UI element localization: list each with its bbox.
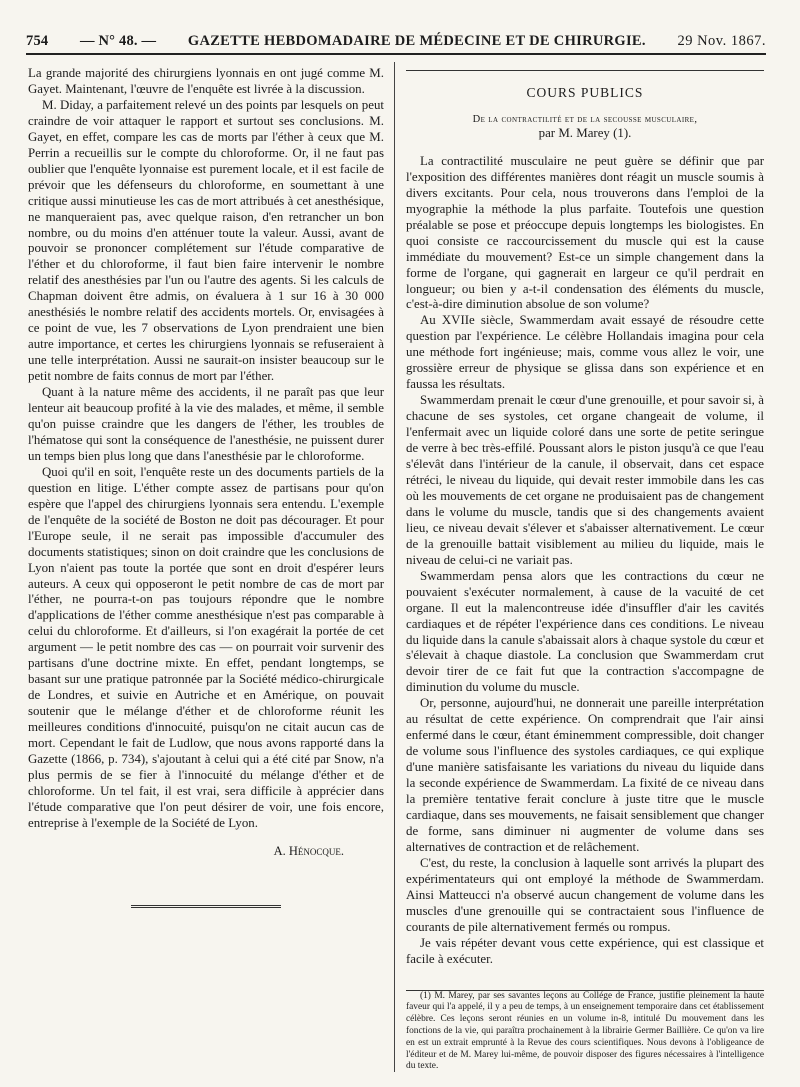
- right-paragraph: C'est, du reste, la conclusion à laquelle sont arrivés la plupart des expérimentateurs qui ont employé la méthode de Swammerdam. Ainsi Matteucci n'a observé aucun changement de volume dans les muscles d'une grenouille qui se contractaient sous l'influence de courants de pile alternativement fermés ou rompus.: [406, 855, 764, 934]
- page-header: [26, 30, 766, 52]
- left-paragraph: Quant à la nature même des accidents, il ne paraît pas que leur lenteur ait beaucoup profité à la vie des malades, et même, il semble qu'on puisse craindre que les dangers de l'éther, les troubles de l'hématose qui sont la conséquence de l'anesthésie, ne puissent durer un temps bien plus long que dans l'anesthésie par le chloroforme.: [28, 385, 384, 463]
- right-paragraph: Or, personne, aujourd'hui, ne donnerait une pareille interprétation au résultat de cette expérience. On comprendrait que l'air ainsi enfermé dans le cœur, étant éminemment compressible, doit changer de volume sous l'influence des systoles cardiaques, ce qui explique d'une manière satisfaisante les variations du niveau du liquide dans la seconde expérience de Swammerdam. La fixité de ce niveau dans la première tentative ferait conclure à juste titre que le muscle cardiaque, dans ses mouvements, ne faisait sensiblement que changer de forme, sans diminuer ni augmenter de volume dans ses alternatives de contraction et de relâchement.: [406, 696, 764, 854]
- right-paragraph: Swammerdam pensa alors que les contractions du cœur ne pouvaient s'exécuter normalement, à cause de la vacuité de cet organe. Il eut la malencontreuse idée d'insuffler d'air les cavités cardiaques et de répéter l'expérience dans ces conditions. Le niveau du liquide dans la canule s'abaissait alors à chaque systole du cœur et s'élevait à chaque diastole. La conclusion que Swammerdam crut devoir tirer de ce fait fut que la contraction s'accompagne de diminution du volume du muscle.: [406, 568, 764, 695]
- issue-date: 29 Nov. 1867.: [677, 32, 766, 49]
- author-signature: A. Hénocque.: [273, 843, 344, 858]
- issue-number: — N° 48. —: [79, 32, 157, 49]
- right-paragraph: La contractilité musculaire ne peut guère se définir que par l'exposition des différentes manières dont réagit un muscle soumis à divers excitants. Pour cela, nous trouverons dans l'emploi de la myographie la méthode la plus parfaite. Toutefois une question préalable se pose et préoccupe depuis longtemps les biologistes. En quoi consiste ce raccourcissement du muscle qui est la cause immédiate du mouvement? Est-ce un simple changement dans la forme de l'organe, qui gagnerait en largeur ce qu'il perdrait en longueur; ou bien y a-t-il condensation des éléments du muscle, c'est-à-dire diminution absolue de son volume?: [406, 153, 764, 312]
- section-title: COURS PUBLICS: [526, 85, 644, 100]
- right-column: [406, 66, 764, 1073]
- right-paragraph: Swammerdam prenait le cœur d'une grenouille, et pour savoir si, à chacune de ses systoles, cet organe changeait de volume, il l'enfermait avec un liquide coloré dans une sorte de petite seringue de verre à bec très-effilé. Poussant alors le piston jusqu'à ce que l'eau s'élevât dans l'intérieur de la canule, il observait, dans cet espace rétréci, le niveau du liquide, qui devait rester immobile dans les cas où les mouvements de cet organe ne produisaient pas de changement dans le volume du muscle, tandis que si des changements avaient lieu, ce niveau devait s'élever et s'abaisser alternativement. Le cœur de la grenouille battait visiblement au milieu du liquide, mais le niveau de celui-ci ne variait pas.: [406, 393, 764, 567]
- journal-title: GAZETTE HEBDOMADAIRE DE MÉDECINE ET DE CHIRURGIE.: [187, 32, 646, 49]
- left-paragraph: M. Diday, a parfaitement relevé un des points par lesquels on peut craindre de voir attaquer le rapport et surtout ses conclusions. M. Gayet, en effet, compare les cas de morts par l'éther à ceux que M. Perrin a recueillis sur le compte du chloroforme. Or, il ne faut pas oublier que l'enquête lyonnaise est purement locale, et il est facile de prévoir que les défenseurs du chloroforme, en soumettant à une critique aussi minutieuse les cas de mort attribués à cet anesthésique, ne manqueraient pas, avec quelque raison, d'en retrancher un bon nombre, ou du moins d'en atténuer toute la valeur. Aussi, avant de pouvoir se prononcer complétement sur l'étude comparative de l'éther et du chloroforme, il faut bien faire intervenir le nombre relatif des anesthésies par l'un ou l'autre des agents. Si les calculs de Chapman doivent être admis, on évaluera à 1 sur 16 à 30 000 anesthésiés le nombre relatif des accidents mortels. Or, envisagées à ce point de vue, les 7 observations de Lyon prendraient une bien autre importance, et certes les chirurgiens lyonnais se refuseraient à une telle interprétation. Aussi ne saurait-on insister beaucoup sur le petit nombre de faits connus de mort par l'éther.: [28, 97, 384, 384]
- left-column: [28, 66, 384, 910]
- lecture-author: par M. Marey (1).: [538, 125, 632, 140]
- page-number: 754: [26, 32, 49, 49]
- right-paragraph: Au XVIIe siècle, Swammerdam avait essayé de résoudre cette question par l'expérience. Le célèbre Hollandais imagina pour cela une méthode fort ingénieuse; mais, comme vous allez le voir, une grossière erreur de physique se glissa dans son expérience et en faussa les résultats.: [406, 313, 764, 392]
- header-rule: [26, 53, 766, 55]
- left-paragraph: Quoi qu'il en soit, l'enquête reste un des documents partiels de la question en litige. L'éther compte assez de partisans pour qu'on espère que l'appel des chirurgiens lyonnais sera entendu. L'exemple de l'enquête de la société de Boston ne doit pas décourager. Et pour l'Europe seule, il ne serait pas impossible d'accumuler des documents statistiques; sinon on doit craindre que les conclusions de Lyon n'aient pas toute la portée que sont en droit d'espérer leurs auteurs. A ceux qui opposeront le petit nombre de cas de mort par l'éther, ne pourra-t-on pas toujours répondre que le nombre d'applications de l'éther comme anesthésique n'est pas comparable à celui du chloroforme. Et d'ailleurs, si l'on exagérait la portée de cet argument — le petit nombre des cas — on pourrait voir survenir des partisans d'une doctrine mixte. En effet, pendant longtemps, se basant sur une pratique patronnée par la Société médico-chirurgicale de Londres, et suivie en Autriche et en Amérique, on pouvait soutenir que le mélange d'éther et de chloroforme réunit les meilleures conditions d'innocuité, puisqu'on ne citait aucun cas de mort. Cependant le fait de Ludlow, que nous avons rapporté dans la Gazette (1866, p. 734), s'ajoutant à celui qui a été cité par Snow, n'a plus permis de se fier à l'innocuité du mélange d'éther et de chloroforme. Un tel fait, il est vrai, sera difficile à apprécier dans l'étude comparative que l'on peut désirer de voir, une fois encore, entreprise à l'exemple de la Société de Lyon.: [28, 464, 384, 830]
- right-paragraph: Je vais répéter devant vous cette expérience, qui est classique et facile à exécuter.: [406, 935, 764, 966]
- end-rule: [131, 905, 281, 910]
- lecture-title: De la contractilité et de la secousse musculaire,: [472, 113, 698, 125]
- footnote: (1) M. Marey, par ses savantes leçons au Collége de France, justifie pleinement la haute faveur qui l'a appelé, il y a peu de temps, à un enseignement temporaire dans cet établissement célèbre. Ces leçons seront réunies en un volume in-8, intitulé Du mouvement dans les fonctions de la vie, qui paraîtra prochainement à la librairie Germer Baillière. Ce qu'on va lire en est un extrait emprunté à la Revue des cours scientifiques. Nous devons à l'obligeance de l'éditeur et de M. Marey lui-même, de pouvoir disposer des figures nécessaires à l'intelligence du texte.: [406, 990, 764, 1072]
- section-header: [406, 70, 764, 142]
- column-divider: [394, 62, 395, 1072]
- left-paragraph: La grande majorité des chirurgiens lyonnais en ont jugé comme M. Gayet. Maintenant, l'œuvre de l'enquête est livrée à la discussion.: [28, 66, 384, 96]
